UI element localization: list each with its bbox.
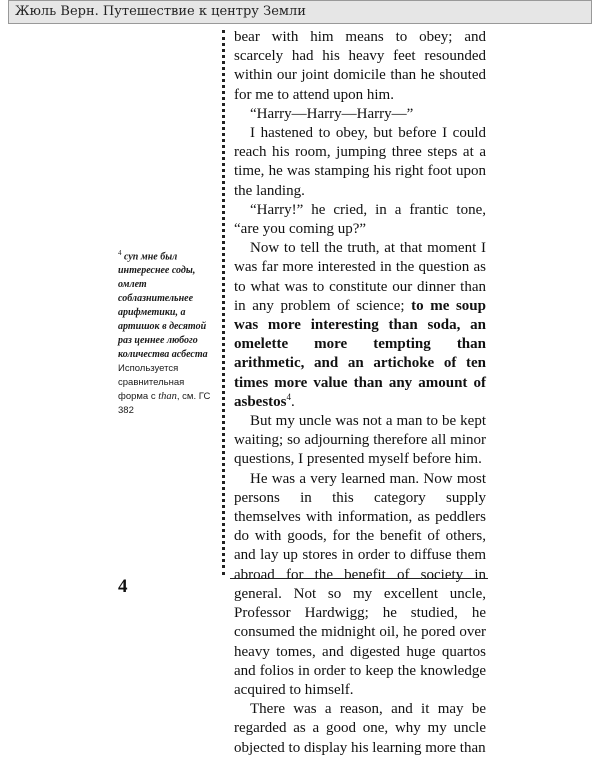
note-ref-word: than xyxy=(158,391,177,403)
note-translation: суп мне был интереснее соды, омлет соблазнительнее арифметики, а артишок в десятой раз ценнее любого количества асбеста xyxy=(118,251,208,361)
page-number: 4 xyxy=(118,576,128,597)
note-grammar-ref xyxy=(118,363,210,416)
paragraph-5-post: . xyxy=(291,393,295,410)
note-number: 4 xyxy=(118,249,122,257)
paragraph-7: He was a very learned man. Now most persons in this category supply themselves with information, as peddlers do with goods, for the benefit of others, and lay up stores in order to diffuse them abroad for the benefit of society in general. Not so my excellent uncle, Professor Hardwigg; he studied, he consumed the midnight oil, he pored over heavy tomes, and digested huge quartos and folios in order to keep the knowledge acquired to himself. xyxy=(234,470,486,698)
paragraph-4: “Harry!” he cried, in a frantic tone, “are you coming up?” xyxy=(234,201,486,238)
header-title: Жюль Верн. Путешествие к центру Земли xyxy=(15,4,306,19)
paragraph-5-pre: Now to tell the truth, at that moment I was far more interested in the question as to what was to constitute our dinner than in any problem of science; xyxy=(234,240,486,314)
note-ref-pre: Используется сравнительная форма с xyxy=(118,363,185,403)
bottom-rule xyxy=(230,578,488,579)
paragraph-5-bold: to me soup was more interesting than soda, an omelette more tempting than arithmetic, and an artichoke of ten times more value than any amount of asbestos xyxy=(234,297,486,410)
paragraph-2: “Harry—Harry—Harry—” xyxy=(250,105,414,122)
footnote-mark: 4 xyxy=(286,391,292,402)
paragraph-6: But my uncle was not a man to be kept waiting; so adjourning therefore all minor questions, I presented myself before him. xyxy=(234,413,486,468)
paragraph-5 xyxy=(234,239,486,412)
paragraph-3: I hastened to obey, but before I could reach his room, jumping three steps at a time, he was stamping his right foot upon the landing. xyxy=(234,125,486,199)
paragraph-1: bear with him means to obey; and scarcely had his heavy feet resounded within our joint domicile than he shouted for me to attend upon him. xyxy=(234,29,486,103)
note-ref-post: , см. ГС 382 xyxy=(118,391,211,417)
paragraph-8: There was a reason, and it may be regarded as a good one, why my uncle objected to display his learning more than xyxy=(234,701,486,756)
margin-note xyxy=(118,246,216,418)
dotted-separator xyxy=(222,30,225,575)
main-text xyxy=(234,28,486,758)
running-header xyxy=(8,0,592,24)
